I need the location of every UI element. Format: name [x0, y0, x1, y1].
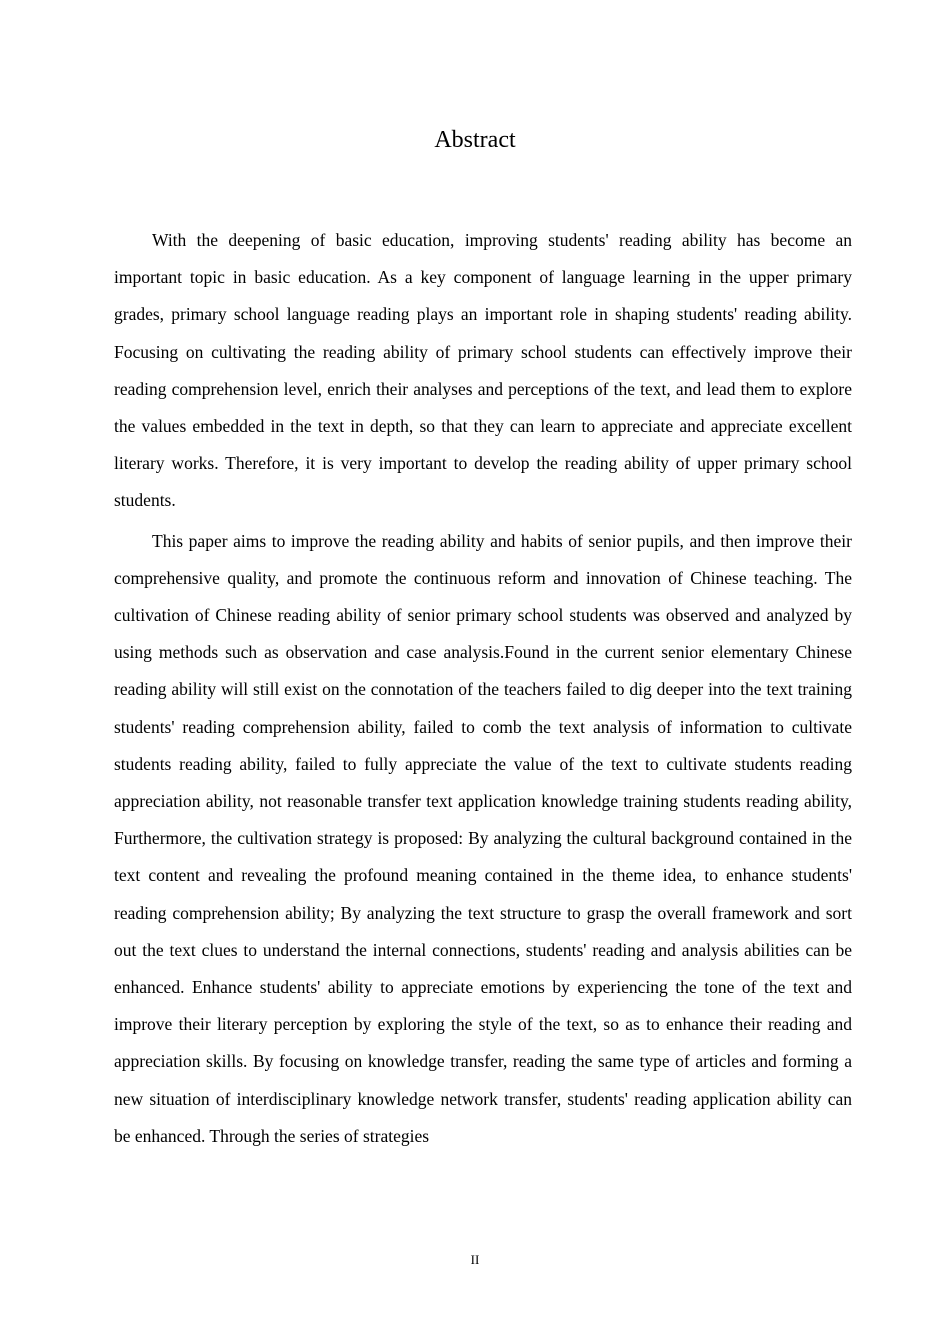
abstract-paragraph-1: With the deepening of basic education, improving students' reading ability has become an important topic in basic education. As a key component of language learning in the upper primary grades, primary school language reading plays an important role in shaping students' reading ability. Focusing on cultivating the reading ability of primary school students can effectively improve their reading comprehension level, enrich their analyses and perceptions of the text, and lead them to explore the values embedded in the text in depth, so that they can learn to appreciate and appreciate excellent literary works. Therefore, it is very important to develop the reading ability of upper primary school students.: [114, 230, 852, 511]
page-number: II: [470, 1252, 480, 1267]
abstract-paragraph-2: This paper aims to improve the reading ability and habits of senior pupils, and then improve their comprehensive quality, and promote the continuous reform and innovation of Chinese teaching. The cultivation of Chinese reading ability of senior primary school students was observed and analyzed by using methods such as observation and case analysis.Found in the current senior elementary Chinese reading ability will still exist on the connotation of the teachers failed to dig deeper into the text training students' reading comprehension ability, failed to comb the text analysis of information to cultivate students reading ability, failed to fully appreciate the value of the text to cultivate students reading appreciation ability, not reasonable transfer text application knowledge training students reading ability, Furthermore, the cultivation strategy is proposed: By analyzing the cultural background contained in the text content and revealing the profound meaning contained in the theme idea, to enhance students' reading comprehension ability; By analyzing the text structure to grasp the overall framework and sort out the text clues to understand the internal connections, students' reading and analysis abilities can be enhanced. Enhance students' ability to appreciate emotions by experiencing the tone of the text and improve their literary perception by exploring the style of the text, so as to enhance their reading and appreciation skills. By focusing on knowledge transfer, reading the same type of articles and forming a new situation of interdisciplinary knowledge network transfer, students' reading application ability can be enhanced. Through the series of strategies: [114, 530, 852, 1146]
abstract-body: [114, 222, 852, 1155]
abstract-title: Abstract: [434, 127, 516, 153]
